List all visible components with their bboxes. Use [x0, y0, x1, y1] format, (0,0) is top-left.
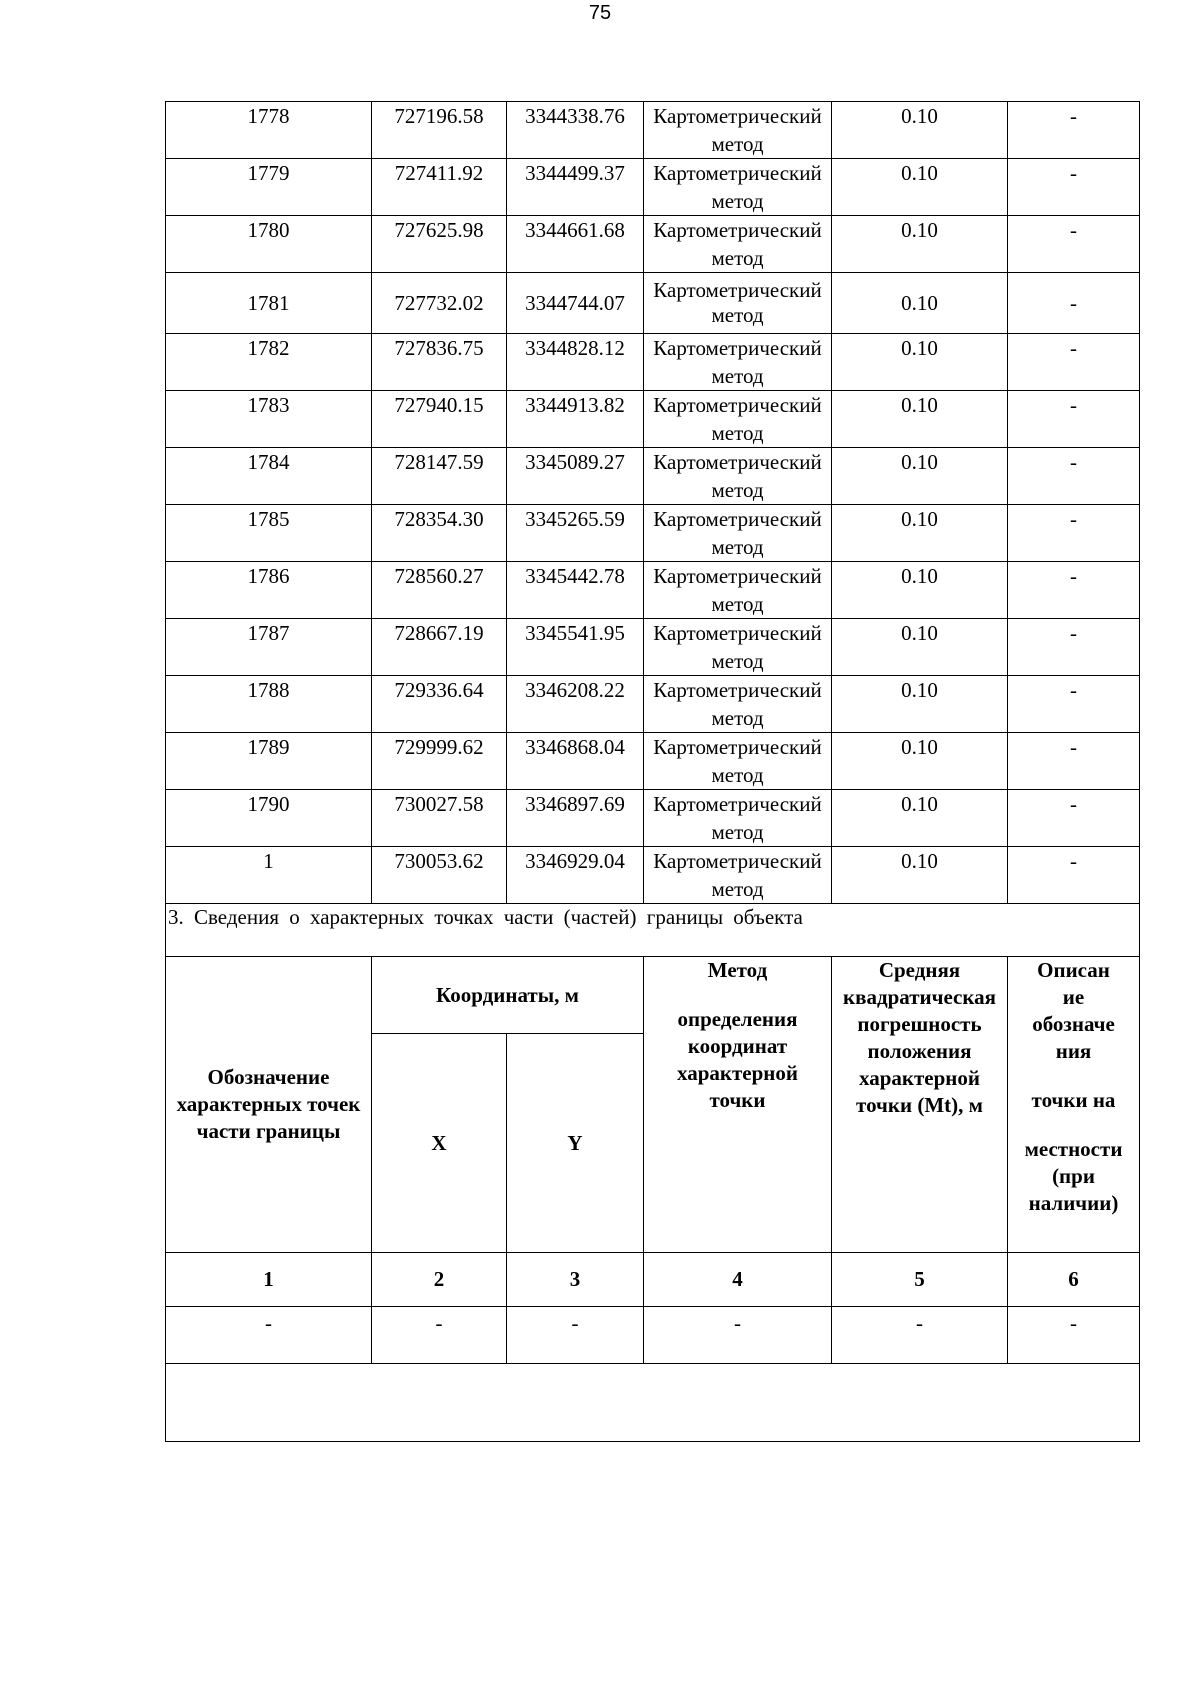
method-cell: Картометрический метод	[644, 505, 832, 562]
y-cell: 3345442.78	[507, 562, 644, 619]
y-cell: 3346897.69	[507, 790, 644, 847]
blank-row	[166, 1364, 1140, 1442]
error-cell: 0.10	[832, 562, 1008, 619]
y-cell: 3344499.37	[507, 159, 644, 216]
y-cell: 3346868.04	[507, 733, 644, 790]
x-cell: 727732.02	[372, 273, 507, 334]
header-method: Метод определения координат характерной точки	[644, 957, 832, 1253]
point-cell: 1779	[166, 159, 372, 216]
boundary-points-table	[165, 101, 1140, 1442]
empty-cell: -	[166, 1307, 372, 1364]
table-row	[166, 334, 1140, 391]
point-cell: 1783	[166, 391, 372, 448]
point-cell: 1790	[166, 790, 372, 847]
x-cell: 730027.58	[372, 790, 507, 847]
point-cell: 1787	[166, 619, 372, 676]
error-cell: 0.10	[832, 102, 1008, 159]
empty-cell: -	[507, 1307, 644, 1364]
method-cell: Картометрический метод	[644, 790, 832, 847]
table-row	[166, 847, 1140, 904]
description-cell: -	[1008, 847, 1140, 904]
method-cell: Картометрический метод	[644, 733, 832, 790]
column-number: 4	[644, 1253, 832, 1307]
header-x: X	[372, 1034, 507, 1253]
table-row	[166, 216, 1140, 273]
y-cell: 3344661.68	[507, 216, 644, 273]
description-cell: -	[1008, 102, 1140, 159]
point-cell: 1788	[166, 676, 372, 733]
method-cell: Картометрический метод	[644, 102, 832, 159]
description-cell: -	[1008, 790, 1140, 847]
description-cell: -	[1008, 676, 1140, 733]
method-cell: Картометрический метод	[644, 334, 832, 391]
x-cell: 727940.15	[372, 391, 507, 448]
section-title-row	[166, 904, 1140, 957]
x-cell: 728147.59	[372, 448, 507, 505]
table-row	[166, 562, 1140, 619]
description-cell: -	[1008, 733, 1140, 790]
x-cell: 727836.75	[372, 334, 507, 391]
header-error: Средняя квадратическая погрешность положения характерной точки (Mt), м	[832, 957, 1008, 1253]
description-cell: -	[1008, 273, 1140, 334]
error-cell: 0.10	[832, 619, 1008, 676]
empty-cell: -	[832, 1307, 1008, 1364]
error-cell: 0.10	[832, 847, 1008, 904]
description-cell: -	[1008, 391, 1140, 448]
data-rows	[166, 102, 1140, 904]
method-cell: Картометрический метод	[644, 619, 832, 676]
error-cell: 0.10	[832, 448, 1008, 505]
blank-cell	[166, 1364, 1140, 1442]
method-cell: Картометрический метод	[644, 676, 832, 733]
point-cell: 1786	[166, 562, 372, 619]
method-cell: Картометрический метод	[644, 562, 832, 619]
header-row-top	[166, 957, 1140, 1034]
point-cell: 1778	[166, 102, 372, 159]
x-cell: 728667.19	[372, 619, 507, 676]
y-cell: 3345541.95	[507, 619, 644, 676]
column-number: 5	[832, 1253, 1008, 1307]
description-cell: -	[1008, 334, 1140, 391]
error-cell: 0.10	[832, 391, 1008, 448]
column-number: 3	[507, 1253, 644, 1307]
x-cell: 727411.92	[372, 159, 507, 216]
empty-cell: -	[1008, 1307, 1140, 1364]
column-number: 1	[166, 1253, 372, 1307]
y-cell: 3346208.22	[507, 676, 644, 733]
empty-cell: -	[372, 1307, 507, 1364]
error-cell: 0.10	[832, 273, 1008, 334]
error-cell: 0.10	[832, 159, 1008, 216]
point-cell: 1785	[166, 505, 372, 562]
method-cell: Картометрический метод	[644, 448, 832, 505]
header-coordinates: Координаты, м	[372, 957, 644, 1034]
x-cell: 729999.62	[372, 733, 507, 790]
column-number: 6	[1008, 1253, 1140, 1307]
method-cell: Картометрический метод	[644, 847, 832, 904]
table-row	[166, 619, 1140, 676]
y-cell: 3345089.27	[507, 448, 644, 505]
error-cell: 0.10	[832, 216, 1008, 273]
method-cell: Картометрический метод	[644, 391, 832, 448]
table-row	[166, 273, 1140, 334]
description-cell: -	[1008, 216, 1140, 273]
y-cell: 3345265.59	[507, 505, 644, 562]
section-title: 3. Сведения о характерных точках части (частей) границы объекта	[166, 904, 1140, 957]
point-cell: 1780	[166, 216, 372, 273]
table-row	[166, 159, 1140, 216]
table-row	[166, 391, 1140, 448]
description-cell: -	[1008, 159, 1140, 216]
header-designation: Обозначение характерных точек части границы	[166, 957, 372, 1253]
x-cell: 727625.98	[372, 216, 507, 273]
table-row	[166, 790, 1140, 847]
y-cell: 3344338.76	[507, 102, 644, 159]
error-cell: 0.10	[832, 334, 1008, 391]
empty-data-row	[166, 1307, 1140, 1364]
error-cell: 0.10	[832, 790, 1008, 847]
column-numbers-row	[166, 1253, 1140, 1307]
error-cell: 0.10	[832, 733, 1008, 790]
method-cell: Картометрический метод	[644, 216, 832, 273]
table-row	[166, 676, 1140, 733]
y-cell: 3344913.82	[507, 391, 644, 448]
column-number: 2	[372, 1253, 507, 1307]
table-row	[166, 505, 1140, 562]
description-cell: -	[1008, 562, 1140, 619]
table-row	[166, 102, 1140, 159]
point-cell: 1	[166, 847, 372, 904]
point-cell: 1789	[166, 733, 372, 790]
table-row	[166, 733, 1140, 790]
x-cell: 728354.30	[372, 505, 507, 562]
method-cell: Картометрический метод	[644, 159, 832, 216]
description-cell: -	[1008, 505, 1140, 562]
y-cell: 3344744.07	[507, 273, 644, 334]
description-cell: -	[1008, 448, 1140, 505]
error-cell: 0.10	[832, 676, 1008, 733]
y-cell: 3344828.12	[507, 334, 644, 391]
x-cell: 728560.27	[372, 562, 507, 619]
x-cell: 730053.62	[372, 847, 507, 904]
method-cell: Картометрический метод	[644, 273, 832, 334]
empty-cell: -	[644, 1307, 832, 1364]
x-cell: 729336.64	[372, 676, 507, 733]
header-description: Описан ие обозначе ния точки на местности (при наличии)	[1008, 957, 1140, 1253]
table-row	[166, 448, 1140, 505]
error-cell: 0.10	[832, 505, 1008, 562]
description-cell: -	[1008, 619, 1140, 676]
point-cell: 1784	[166, 448, 372, 505]
y-cell: 3346929.04	[507, 847, 644, 904]
page-number: 75	[588, 2, 612, 24]
point-cell: 1782	[166, 334, 372, 391]
point-cell: 1781	[166, 273, 372, 334]
x-cell: 727196.58	[372, 102, 507, 159]
header-y: Y	[507, 1034, 644, 1253]
